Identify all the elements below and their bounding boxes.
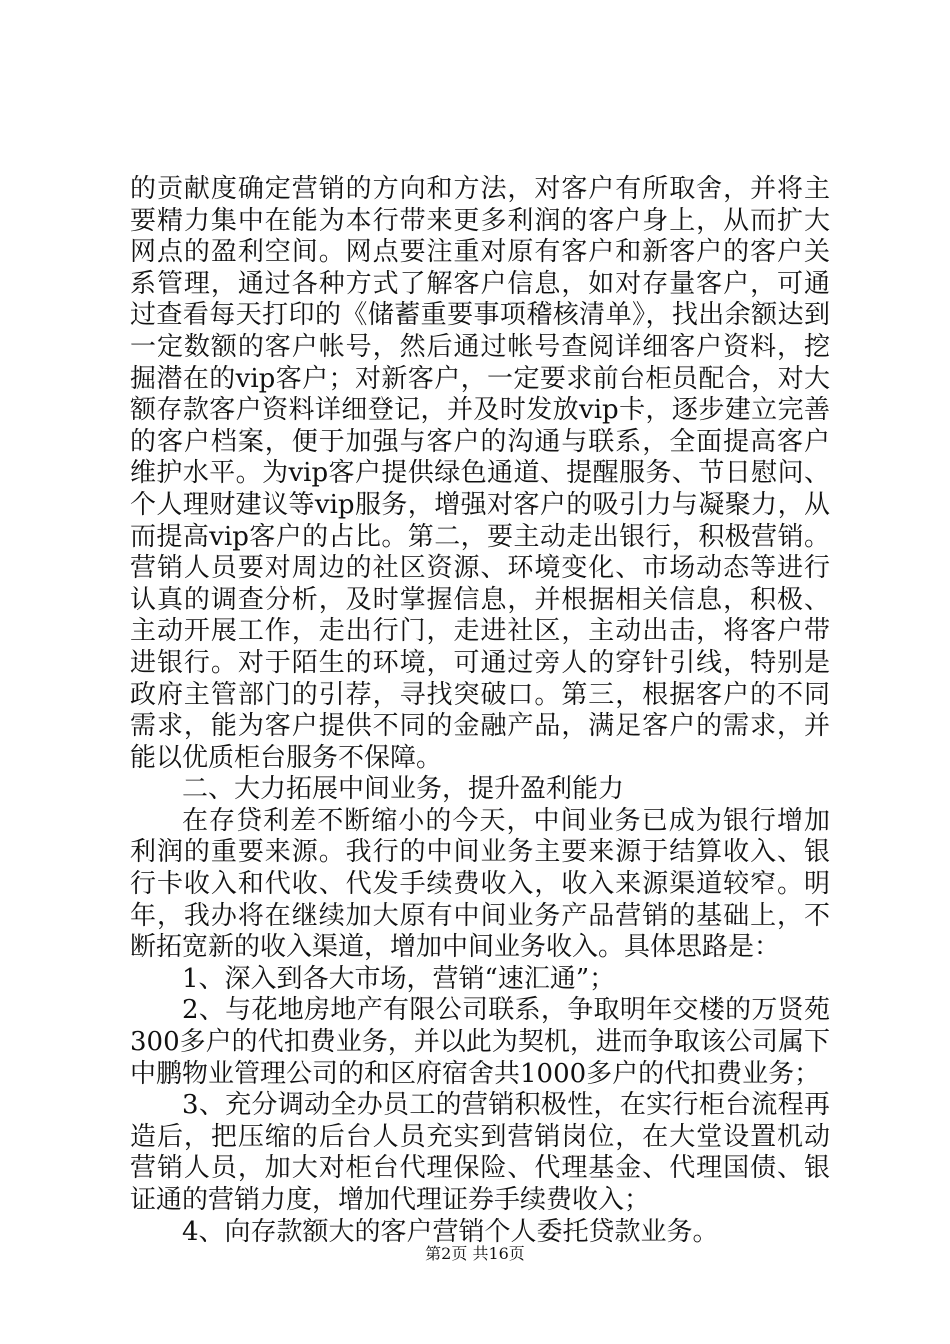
paragraph-intermediate-business: 在存贷利差不断缩小的今天，中间业务已成为银行增加利润的重要来源。我行的中间业务主要来源于结算收入、银行卡收入和代收、代发手续费收入，收入来源渠道较窄。明年，我办将在继续加大原有中间业务产品营销的基础上，不断拓宽新的收入渠道，增加中间业务收入。具体思路是： xyxy=(130,805,830,963)
list-item-4: 4、向存款额大的客户营销个人委托贷款业务。 xyxy=(182,1216,719,1247)
list-item-3: 3、充分调动全办员工的营销积极性，在实行柜台流程再造后，把压缩的后台人员充实到营销岗位，在大堂设置机动营销人员，加大对柜台代理保险、代理基金、代理国债、银证通的营销力度，增加代理证券手续费收入； xyxy=(130,1090,830,1215)
page-number-footer: 第2页 共16页 xyxy=(425,1244,525,1263)
list-item-2: 2、与花地房地产有限公司联系，争取明年交楼的万贤苑300多户的代扣费业务，并以此为契机，进而争取该公司属下中鹏物业管理公司的和区府宿舍共1000多户的代扣费业务； xyxy=(130,995,830,1089)
document-body xyxy=(130,174,830,1248)
list-item-1: 1、深入到各大市场，营销“速汇通”； xyxy=(182,963,616,994)
section-heading-intermediate-business: 二、大力拓展中间业务，提升盈利能力 xyxy=(182,774,625,805)
paragraph-customer-management: 的贡献度确定营销的方向和方法，对客户有所取舍，并将主要精力集中在能为本行带来更多利润的客户身上，从而扩大网点的盈利空间。网点要注重对原有客户和新客户的客户关系管理，通过各种方式了解客户信息，如对存量客户，可通过查看每天打印的《储蓄重要事项稽核清单》，找出余额达到一定数额的客户帐号，然后通过帐号查阅详细客户资料，挖掘潜在的vip客户；对新客户，一定要求前台柜员配合，对大额存款客户资料详细登记，并及时发放vip卡，逐步建立完善的客户档案，便于加强与客户的沟通与联系，全面提高客户维护水平。为vip客户提供绿色通道、提醒服务、节日慰问、个人理财建议等vip服务，增强对客户的吸引力与凝聚力，从而提高vip客户的占比。第二，要主动走出银行，积极营销。营销人员要对周边的社区资源、环境变化、市场动态等进行认真的调查分析，及时掌握信息，并根据相关信息，积极、主动开展工作，走出行门，走进社区，主动出击，将客户带进银行。对于陌生的环境，可通过旁人的穿针引线，特别是政府主管部门的引荐，寻找突破口。第三，根据客户的不同需求，能为客户提供不同的金融产品，满足客户的需求，并能以优质柜台服务不保障。 xyxy=(130,174,830,773)
